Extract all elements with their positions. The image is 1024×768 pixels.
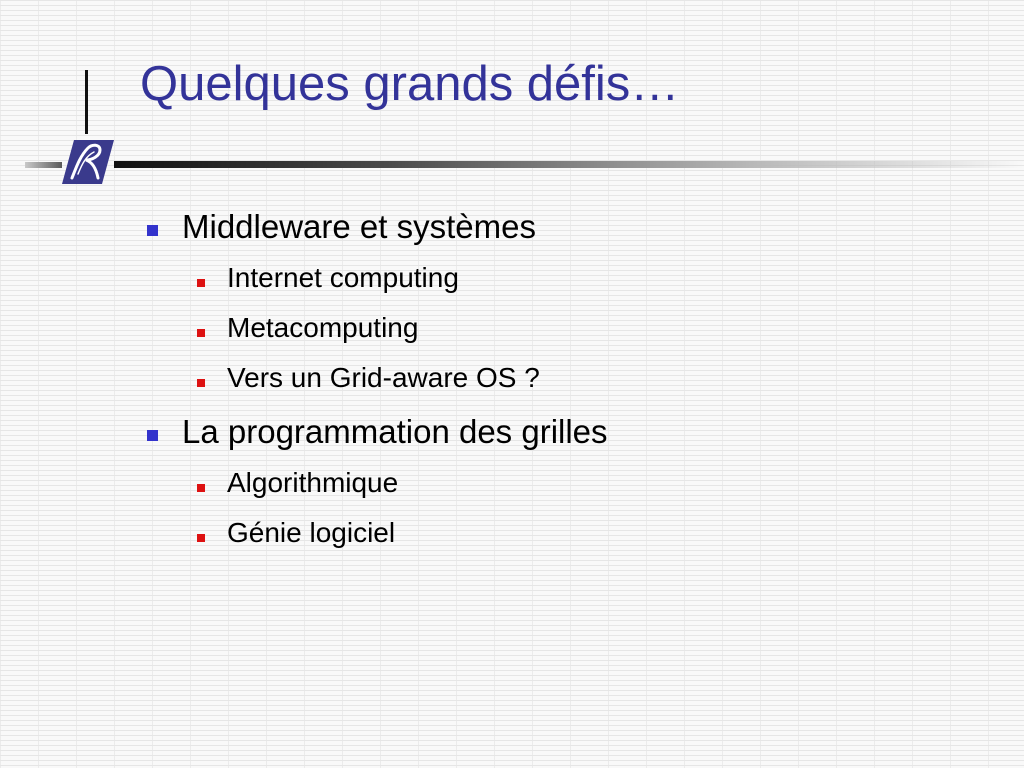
bullet-item-level2: Algorithmique [227, 467, 399, 498]
red-square-bullet-icon [197, 379, 205, 387]
blue-square-bullet-icon [147, 225, 158, 236]
bullet-item-level2: Génie logiciel [227, 517, 396, 548]
red-square-bullet-icon [197, 484, 205, 492]
red-square-bullet-icon [197, 279, 205, 287]
bullet-item-level2: Metacomputing [227, 312, 419, 343]
red-square-bullet-icon [197, 329, 205, 337]
bullet-item-level2: Vers un Grid-aware OS ? [227, 362, 540, 393]
slide-title: Quelques grands défis… [140, 57, 680, 111]
red-square-bullet-icon [197, 534, 205, 542]
blue-square-bullet-icon [147, 430, 158, 441]
bullet-item-level2: Internet computing [227, 262, 459, 293]
bullet-item-level1: Middleware et systèmes [182, 208, 536, 245]
bullet-item-level1: La programmation des grilles [182, 413, 608, 450]
